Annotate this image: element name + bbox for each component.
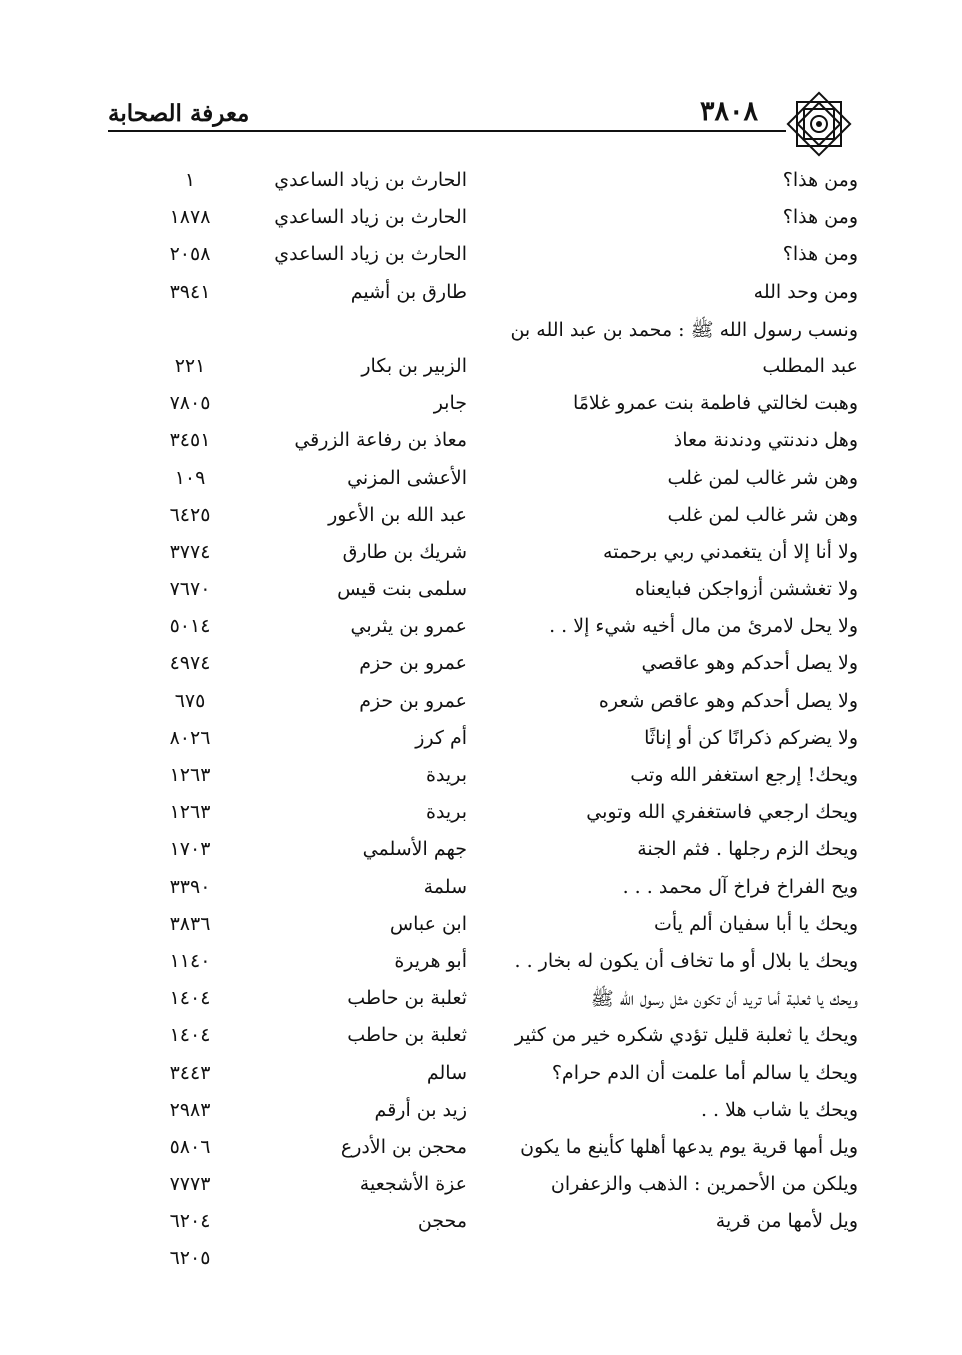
hadith-number: ١١٤٠ <box>169 949 211 972</box>
hadith-number: ١٤٠٤ <box>169 1024 211 1047</box>
index-row <box>0 797 962 834</box>
hadith-text: ويحك! إرجع استغفر الله وتب <box>630 764 858 786</box>
index-row <box>0 760 962 797</box>
hadith-number: ٣٣٩٠ <box>169 875 211 898</box>
hadith-text: ويحك يا سالم أما علمت أن الدم حرام؟ <box>551 1061 858 1084</box>
hadith-number: ٦٢٠٥ <box>169 1247 211 1270</box>
hadith-text: ويحك يا أبا سفيان ألم يأت <box>653 912 858 935</box>
hadith-text: ويل لأمها من قرية <box>715 1210 858 1233</box>
hadith-text: ولا يصل أحدكم وهو عاقص شعره <box>598 689 858 712</box>
hadith-number: ٣٩٤١ <box>169 280 211 303</box>
index-row <box>0 388 962 425</box>
narrator-name: أبو هريرة <box>394 949 467 972</box>
hadith-number: ٥٠١٤ <box>169 615 211 638</box>
hadith-number: ٣٤٥١ <box>169 429 211 452</box>
narrator-name: الحارث بن زياد الساعدي <box>274 206 467 229</box>
hadith-number: ٤٩٧٤ <box>169 652 211 675</box>
hadith-number: ٨٠٢٦ <box>169 726 211 749</box>
narrator-name: بريدة <box>426 764 467 786</box>
index-row <box>0 1058 962 1095</box>
hadith-text: ولا يصل أحدكم وهو عاقصي <box>641 652 858 675</box>
hadith-text: عبد المطلب <box>762 354 858 377</box>
hadith-number: ٢٢١ <box>174 354 206 377</box>
hadith-text: ونسب رسول الله ﷺ : محمد بن عبد الله بن <box>510 318 858 341</box>
index-row <box>0 611 962 648</box>
hadith-text: وهل دندنتي ودندنة معاذ <box>673 429 858 452</box>
hadith-number: ٢٠٥٨ <box>169 243 211 266</box>
hadith-number: ٧٧٧٣ <box>169 1173 211 1196</box>
narrator-name: عمرو بن يثربي <box>350 615 467 638</box>
narrator-name: الحارث بن زياد الساعدي <box>274 169 467 191</box>
narrator-name: محجن بن الأدرع <box>340 1135 467 1158</box>
index-row <box>0 648 962 685</box>
index-row <box>0 463 962 500</box>
hadith-text: ومن هذا؟ <box>782 243 858 266</box>
narrator-name: جابر <box>433 392 467 415</box>
hadith-text: ولا يضركم ذكرانًا كن أو إناثًا <box>644 726 858 749</box>
hadith-number: ٥٨٠٦ <box>169 1135 211 1158</box>
narrator-name: عمرو بن حزم <box>359 652 467 675</box>
index-row <box>0 277 962 314</box>
hadith-text: وهن شر غالب لمن غلب <box>667 503 858 526</box>
index-row <box>0 983 962 1020</box>
index-row <box>0 425 962 462</box>
hadith-text: ويحك يا شاب هلا . . <box>700 1098 858 1121</box>
hadith-number: ١٢٦٣ <box>169 764 211 786</box>
narrator-name: الأعشى المزني <box>347 466 467 489</box>
page-header <box>108 84 858 150</box>
index-row <box>0 1132 962 1169</box>
index-row <box>0 351 962 388</box>
index-row <box>0 909 962 946</box>
hadith-text: ويحك ارجعي فاستغفري الله وتوبي <box>586 801 858 824</box>
hadith-number: ٦٢٠٤ <box>169 1210 211 1233</box>
hadith-number: ٣٧٧٤ <box>169 540 211 563</box>
narrator-name: طارق بن أشيم <box>350 280 467 303</box>
hadith-number: ١٧٠٣ <box>169 838 211 861</box>
index-row <box>0 1095 962 1132</box>
index-row <box>0 239 962 276</box>
hadith-number: ٦٧٥ <box>174 689 206 712</box>
index-row <box>0 537 962 574</box>
index-row <box>0 686 962 723</box>
book-title: معرفة الصحابة <box>108 100 250 127</box>
narrator-name: محجن <box>417 1210 467 1233</box>
hadith-number: ٦٤٢٥ <box>169 503 211 526</box>
narrator-name: الحارث بن زياد الساعدي <box>274 243 467 266</box>
index-row <box>0 165 962 202</box>
hadith-number: ١٢٦٣ <box>169 801 211 824</box>
hadith-text: ويحك يا بلال أو ما تخاف أن يكون له بخار . . <box>514 949 858 972</box>
star-ornament-icon <box>783 88 855 160</box>
hadith-number: ١٤٠٤ <box>169 987 211 1010</box>
narrator-name: ابن عباس <box>389 912 467 935</box>
index-row <box>0 723 962 760</box>
narrator-name: سالم <box>426 1061 467 1084</box>
hadith-number: ١ <box>184 169 196 191</box>
hadith-number: ١٠٩ <box>174 466 206 489</box>
hadith-text: وهبت لخالتي فاطمة بنت عمرو غلامًا <box>572 392 858 415</box>
hadith-text: ويحك الزم رجلها . فثم الجنة <box>637 838 858 861</box>
hadith-text: ويح الفراخ فراخ آل محمد . . . <box>622 875 858 898</box>
index-row <box>0 314 962 351</box>
hadith-number: ٧٨٠٥ <box>169 392 211 415</box>
hadith-number: ٣٨٣٦ <box>169 912 211 935</box>
index-row <box>0 1243 962 1280</box>
hadith-text: ويحك يا ثعلبة قليل تؤدي شكره خير من كثير <box>514 1024 858 1047</box>
narrator-name: معاذ بن رفاعة الزرقي <box>294 429 467 452</box>
hadith-number: ٢٩٨٣ <box>169 1098 211 1121</box>
hadith-text: ويحك يا ثعلبة أما تريد أن تكون مثل رسول الله ﷺ <box>590 988 858 1011</box>
narrator-name: الزبير بن بكار <box>361 354 467 377</box>
hadith-number: ١٨٧٨ <box>169 206 211 229</box>
narrator-name: ثعلبة بن حاطب <box>347 987 467 1010</box>
narrator-name: عزة الأشجعية <box>359 1173 467 1196</box>
hadith-number: ٧٦٧٠ <box>169 578 211 601</box>
narrator-name: جهم الأسلمي <box>362 838 467 861</box>
hadith-text: وهن شر غالب لمن غلب <box>667 466 858 489</box>
index-row <box>0 202 962 239</box>
hadith-text: ويلكن من الأحمرين : الذهب والزعفران <box>550 1173 858 1196</box>
index-entries <box>0 165 962 1281</box>
header-rule <box>108 130 786 132</box>
index-row <box>0 500 962 537</box>
index-row <box>0 834 962 871</box>
hadith-text: ومن وحد الله <box>753 280 858 303</box>
hadith-text: ومن هذا؟ <box>782 169 858 191</box>
hadith-text: ومن هذا؟ <box>782 206 858 229</box>
hadith-text: ولا أنا إلا أن يتغمدني ربي برحمته <box>603 540 858 563</box>
narrator-name: سلمى بنت قيس <box>337 578 467 601</box>
narrator-name: عبد الله بن الأعور <box>328 503 467 526</box>
page-number: ٣٨٠٨ <box>700 96 759 127</box>
hadith-number: ٣٤٤٣ <box>169 1061 211 1084</box>
narrator-name: سلمة <box>423 875 467 898</box>
narrator-name: بريدة <box>426 801 467 824</box>
index-row <box>0 1169 962 1206</box>
index-row <box>0 1206 962 1243</box>
index-row <box>0 1020 962 1057</box>
index-row <box>0 946 962 983</box>
narrator-name: ثعلبة بن حاطب <box>347 1024 467 1047</box>
hadith-text: ولا تغششن أزواجكن فبايعناه <box>634 578 858 601</box>
narrator-name: عمرو بن حزم <box>359 689 467 712</box>
narrator-name: زيد بن أرقم <box>374 1098 467 1121</box>
narrator-name: أم كرز <box>415 726 467 749</box>
narrator-name: شريك بن طارق <box>342 540 467 563</box>
index-row <box>0 574 962 611</box>
index-row <box>0 872 962 909</box>
hadith-text: ويل أمها قرية يوم يدعها أهلها كأينع ما يكون <box>520 1135 858 1158</box>
hadith-text: ولا يحل لامرئ من مال أخيه شيء إلا . . <box>549 615 858 638</box>
